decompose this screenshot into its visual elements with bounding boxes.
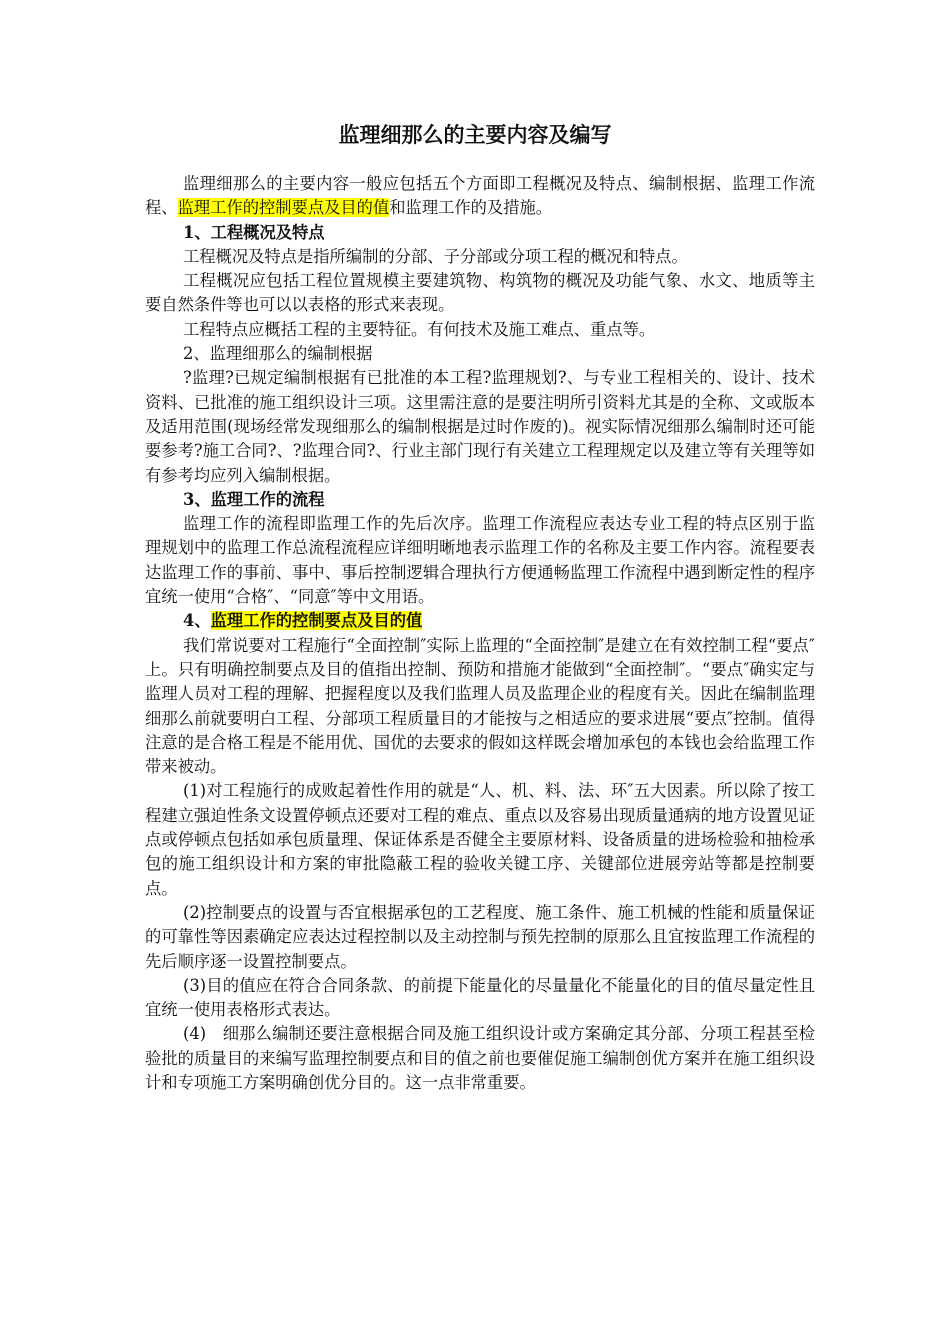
section-4-paragraph-5: (4) 细那么编制还要注意根据合同及施工组织设计或方案确定其分部、分项工程甚至检验批的质量目的来编写监理控制要点和目的值之前也要催促施工编制创优方案并在施工组织设计和专项施工方案明确创优分目的。这一点非常重要。 (145, 1024, 815, 1092)
section-4-paragraph-2: (1)对工程施行的成败起着性作用的就是“人、机、料、法、环″五大因素。所以除了按工程建立强迫性条文设置停顿点还要对工程的难点、重点以及容易出现质量通病的地方设置见证点或停顿点包括如承包质量理、保证体系是否健全主要原材料、设备质量的进场检验和抽检承包的施工组织设计和方案的审批隐蔽工程的验收关键工序、关键部位进展旁站等都是控制要点。 (145, 781, 815, 898)
section-2-heading: 2、监理细那么的编制根据 (183, 344, 373, 364)
intro-text-start: 监理细那么的主要内容一般应包括五个方面即工程概况及特点、编制根据、监理工作流程、 (145, 174, 815, 218)
intro-highlight: 监理工作的控制要点及目的值 (177, 198, 390, 218)
section-4-heading-highlight: 监理工作的控制要点及目的值 (210, 611, 423, 631)
section-3-heading: 3、监理工作的流程 (183, 489, 325, 509)
section-1-paragraph-3: 工程特点应概括工程的主要特征。有何技术及施工难点、重点等。 (183, 319, 656, 339)
section-4-paragraph-3: (2)控制要点的设置与否宜根据承包的工艺程度、施工条件、施工机械的性能和质量保证的可靠性等因素确定应表达过程控制以及主动控制与预先控制的原那么且宜按监理工作流程的先后顺序逐一设置控制要点。 (145, 902, 815, 971)
intro-text-end: 和监理工作的及措施。 (389, 198, 553, 218)
section-4-paragraph-4: (3)目的值应在符合合同条款、的前提下能量化的尽量量化不能量化的目的值尽量定性且宜统一使用表格形式表达。 (145, 975, 815, 1020)
section-4-heading (145, 609, 815, 633)
section-1-heading: 1、工程概况及特点 (183, 222, 325, 242)
section-4-heading-number: 4、 (183, 611, 211, 631)
section-1-paragraph-2: 工程概况应包括工程位置规模主要建筑物、构筑物的概况及功能气象、水文、地质等主要自然条件等也可以以表格的形式来表现。 (145, 271, 815, 315)
section-4-paragraph-1: 我们常说要对工程施行“全面控制″实际上监理的“全面控制″是建立在有效控制工程“要点″上。只有明确控制要点及目的值指出控制、预防和措施才能做到“全面控制″。“要点″确实定与监理人员对工程的理解、把握程度以及我们监理人员及监理企业的程度有关。因此在编制监理细那么前就要明白工程、分部项工程质量目的才能按与之相适应的要求进展“要点″控制。值得注意的是合格工程是不能用优、国优的去要求的假如这样既会增加承包的本钱也会给监理工作带来被动。 (145, 635, 815, 777)
document-body (145, 172, 815, 1095)
section-1-paragraph-1: 工程概况及特点是指所编制的分部、子分部或分项工程的概况和特点。 (183, 246, 688, 266)
section-2-paragraph-1: ?监理?已规定编制根据有已批准的本工程?监理规划?、与专业工程相关的、设计、技术资料、已批准的施工组织设计三项。这里需注意的是要注明所引资料尤其是的全称、文或版本及适用范围(现场经常发现细那么的编制根据是过时作废的)。视实际情况细那么编制时还可能要参考?施工合同?、?监理合同?、行业主部门现行有关建立工程理规定以及建立等有关理等如有参考均应列入编制根据。 (145, 368, 815, 485)
section-3-paragraph-1: 监理工作的流程即监理工作的先后次序。监理工作流程应表达专业工程的特点区别于监理规划中的监理工作总流程流程应详细明晰地表示监理工作的名称及主要工作内容。流程要表达监理工作的事前、事中、事后控制逻辑合理执行方便通畅监理工作流程中遇到断定性的程序宜统一使用“合格″、“同意″等中文用语。 (145, 514, 815, 607)
intro-paragraph (145, 172, 815, 221)
document-title: 监理细那么的主要内容及编写 (338, 122, 612, 147)
